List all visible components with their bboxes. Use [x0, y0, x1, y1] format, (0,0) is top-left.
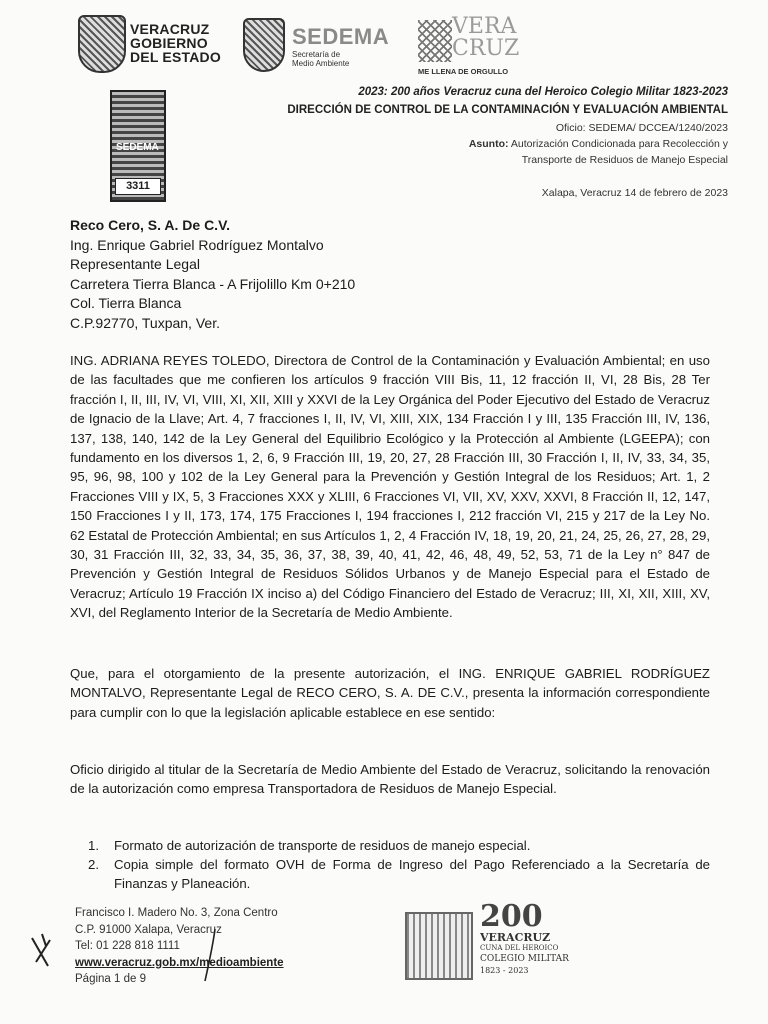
recipient-role: Representante Legal: [70, 256, 200, 273]
signature-stroke-icon: [195, 925, 225, 985]
asunto-text-2: Transporte de Residuos de Manejo Especial: [521, 154, 728, 166]
list-item-text: Copia simple del formato OVH de Forma de Ingreso del Pago Referenciado a la Secretaría de Finanzas y Planeación.: [114, 857, 710, 891]
veracruz-coat-of-arms-icon: [78, 15, 126, 73]
recipient-address-2: Col. Tierra Blanca: [70, 295, 182, 312]
seal-line-2: CUNA DEL HEROICO: [480, 944, 559, 952]
list-item-text: Formato de autorización de transporte de residuos de manejo especial.: [114, 838, 531, 853]
logo-line-2: GOBIERNO: [130, 35, 208, 51]
recipient-company: Reco Cero, S. A. De C.V.: [70, 217, 231, 233]
sedema-subtitle-1: Secretaría de: [292, 50, 341, 59]
veracruz-gobierno-logo: [130, 22, 221, 64]
motto-line: 2023: 200 años Veracruz cuna del Heroico Colegio Militar 1823-2023: [358, 86, 728, 98]
requirements-list: [88, 836, 710, 893]
seal-line-4: 1823 - 2023: [480, 966, 529, 975]
asunto: [328, 138, 728, 150]
brand-line-2: CRUZ: [452, 36, 520, 61]
sedema-logo: [292, 24, 389, 68]
logo-line-1: VERACRUZ: [130, 21, 210, 37]
list-item-number: 2.: [88, 857, 99, 872]
recipient-address-3: C.P.92770, Tuxpan, Ver.: [70, 314, 220, 331]
asunto-label: Asunto:: [468, 138, 509, 150]
recipient-address-1: Carretera Tierra Blanca - A Frijolillo Km 0+210: [70, 275, 356, 292]
bicentennial-seal-icon: [405, 912, 473, 980]
footer-page-number: Página 1 de 9: [75, 973, 146, 985]
handwritten-mark-icon: [28, 932, 58, 972]
veracruz-brand-logo: [452, 16, 519, 60]
logo-line-3: DEL ESTADO: [130, 49, 221, 65]
direction-line: DIRECCIÓN DE CONTROL DE LA CONTAMINACIÓN Y EVALUACIÓN AMBIENTAL: [287, 104, 728, 116]
seal-200: 200: [480, 899, 543, 934]
sedema-title: SEDEMA: [292, 24, 390, 49]
footer-address-1: Francisco I. Madero No. 3, Zona Centro: [75, 907, 278, 919]
footer-contact: [75, 905, 375, 988]
stamp-label: SEDEMA: [116, 142, 159, 153]
asunto-text-1: Autorización Condicionada para Recolección y: [510, 138, 728, 150]
body-paragraph-1: ING. ADRIANA REYES TOLEDO, Directora de Control de la Contaminación y Evaluación Ambiental; en uso de las facultades que me confieren los artículos 9 fracción VIII Bis, 11, 12 fracción II, VI, 28 Bis, 28 Ter fracción I, II, III, IV, VI, VIII, XI, XII, XIII y XXVI de la Ley Orgánica del Poder Ejecutivo del Estado de Veracruz de Ignacio de la Llave; Art. 4, 7 fracciones I, II, IV, VI, XIII, XIX, 134 Fracción I y III, 135 Fracción III, IV, 136, 137, 138, 140, 142 de la Ley General del Equilibrio Ecológico y la Protección al Ambiente (LGEEPA); con fundamento en los diversos 1, 2, 6, 9 Fracción III, 19, 20, 27, 28 Fracción III, 30 Fracción I, II, IV, 33, 34, 35, 95, 96, 98, 100 y 102 de la Ley General para la Prevención y Gestión Integral de los Residuos; Art. 1, 2 Fracciones VIII y IX, 5, 3 Fracciones XXX y XLIII, 6 Fracciones VI, VII, XV, XXV, XXVI, 8 Fracción II, 12, 147, 150 Fracciones I y II, 173, 174, 175 Fracciones I, 194 fracciones I, 212 fracción VI, 215 y 217 de la Ley No. 62 Estatal de Protección Ambiental; en sus Artículos 1, 2, 4 Fracción IV, 18, 19, 20, 21, 24, 25, 26, 27, 28, 29, 30, 31 Fracción III, 32, 33, 34, 35, 36, 37, 38, 39, 40, 41, 42, 46, 48, 49, 52, 53, 71 de la Ley n° 847 de Prevención y Gestión Integral de Residuos Sólidos Urbanos y de Manejo Especial para el Estado de Veracruz; Artículo 19 Fracción IX inciso a) del Código Financiero del Estado de Veracruz; III, XI, XII, XIII, XV, XVI, del Reglamento Interior de la Secretaría de Medio Ambiente.: [70, 353, 710, 621]
recipient-block: [70, 216, 570, 334]
list-item: [88, 836, 710, 855]
body-paragraph-3: Oficio dirigido al titular de la Secretaría de Medio Ambiente del Estado de Veracruz, solicitando la renovación de la autorización como empresa Transportadora de Residuos de Manejo Especial.: [70, 762, 710, 797]
sedema-subtitle-2: Medio Ambiente: [292, 59, 350, 68]
seal-line-1: VERACRUZ: [480, 931, 551, 944]
seal-line-3: COLEGIO MILITAR: [480, 954, 569, 964]
veracruz-diamonds-icon: [418, 20, 452, 62]
list-item: [88, 855, 710, 893]
footer-address-2: C.P. 91000 Xalapa, Veracruz: [75, 923, 222, 936]
recipient-name: Ing. Enrique Gabriel Rodríguez Montalvo: [70, 236, 324, 253]
footer-phone: Tel: 01 228 818 1111: [75, 940, 180, 952]
brand-tagline: ME LLENA DE ORGULLO: [418, 67, 509, 76]
sedema-emblem-icon: [243, 18, 285, 72]
place-date: Xalapa, Veracruz 14 de febrero de 2023: [541, 187, 728, 199]
bicentennial-logo: [480, 899, 569, 976]
list-item-number: 1.: [88, 838, 99, 853]
body-paragraph-2: Que, para el otorgamiento de la presente autorización, el ING. ENRIQUE GABRIEL RODRÍGUEZ MONTALVO, Representante Legal de RECO CERO, S. A. DE C.V., presenta la información correspondiente para cumplir con lo que la legislación aplicable establece en ese sentido:: [70, 666, 710, 720]
footer-website[interactable]: www.veracruz.gob.mx/medioambiente: [75, 956, 284, 969]
stamp-number: 3311: [115, 178, 161, 195]
brand-line-1: VERA: [452, 14, 517, 39]
oficio-number: Oficio: SEDEMA/ DCCEA/1240/2023: [555, 122, 728, 134]
